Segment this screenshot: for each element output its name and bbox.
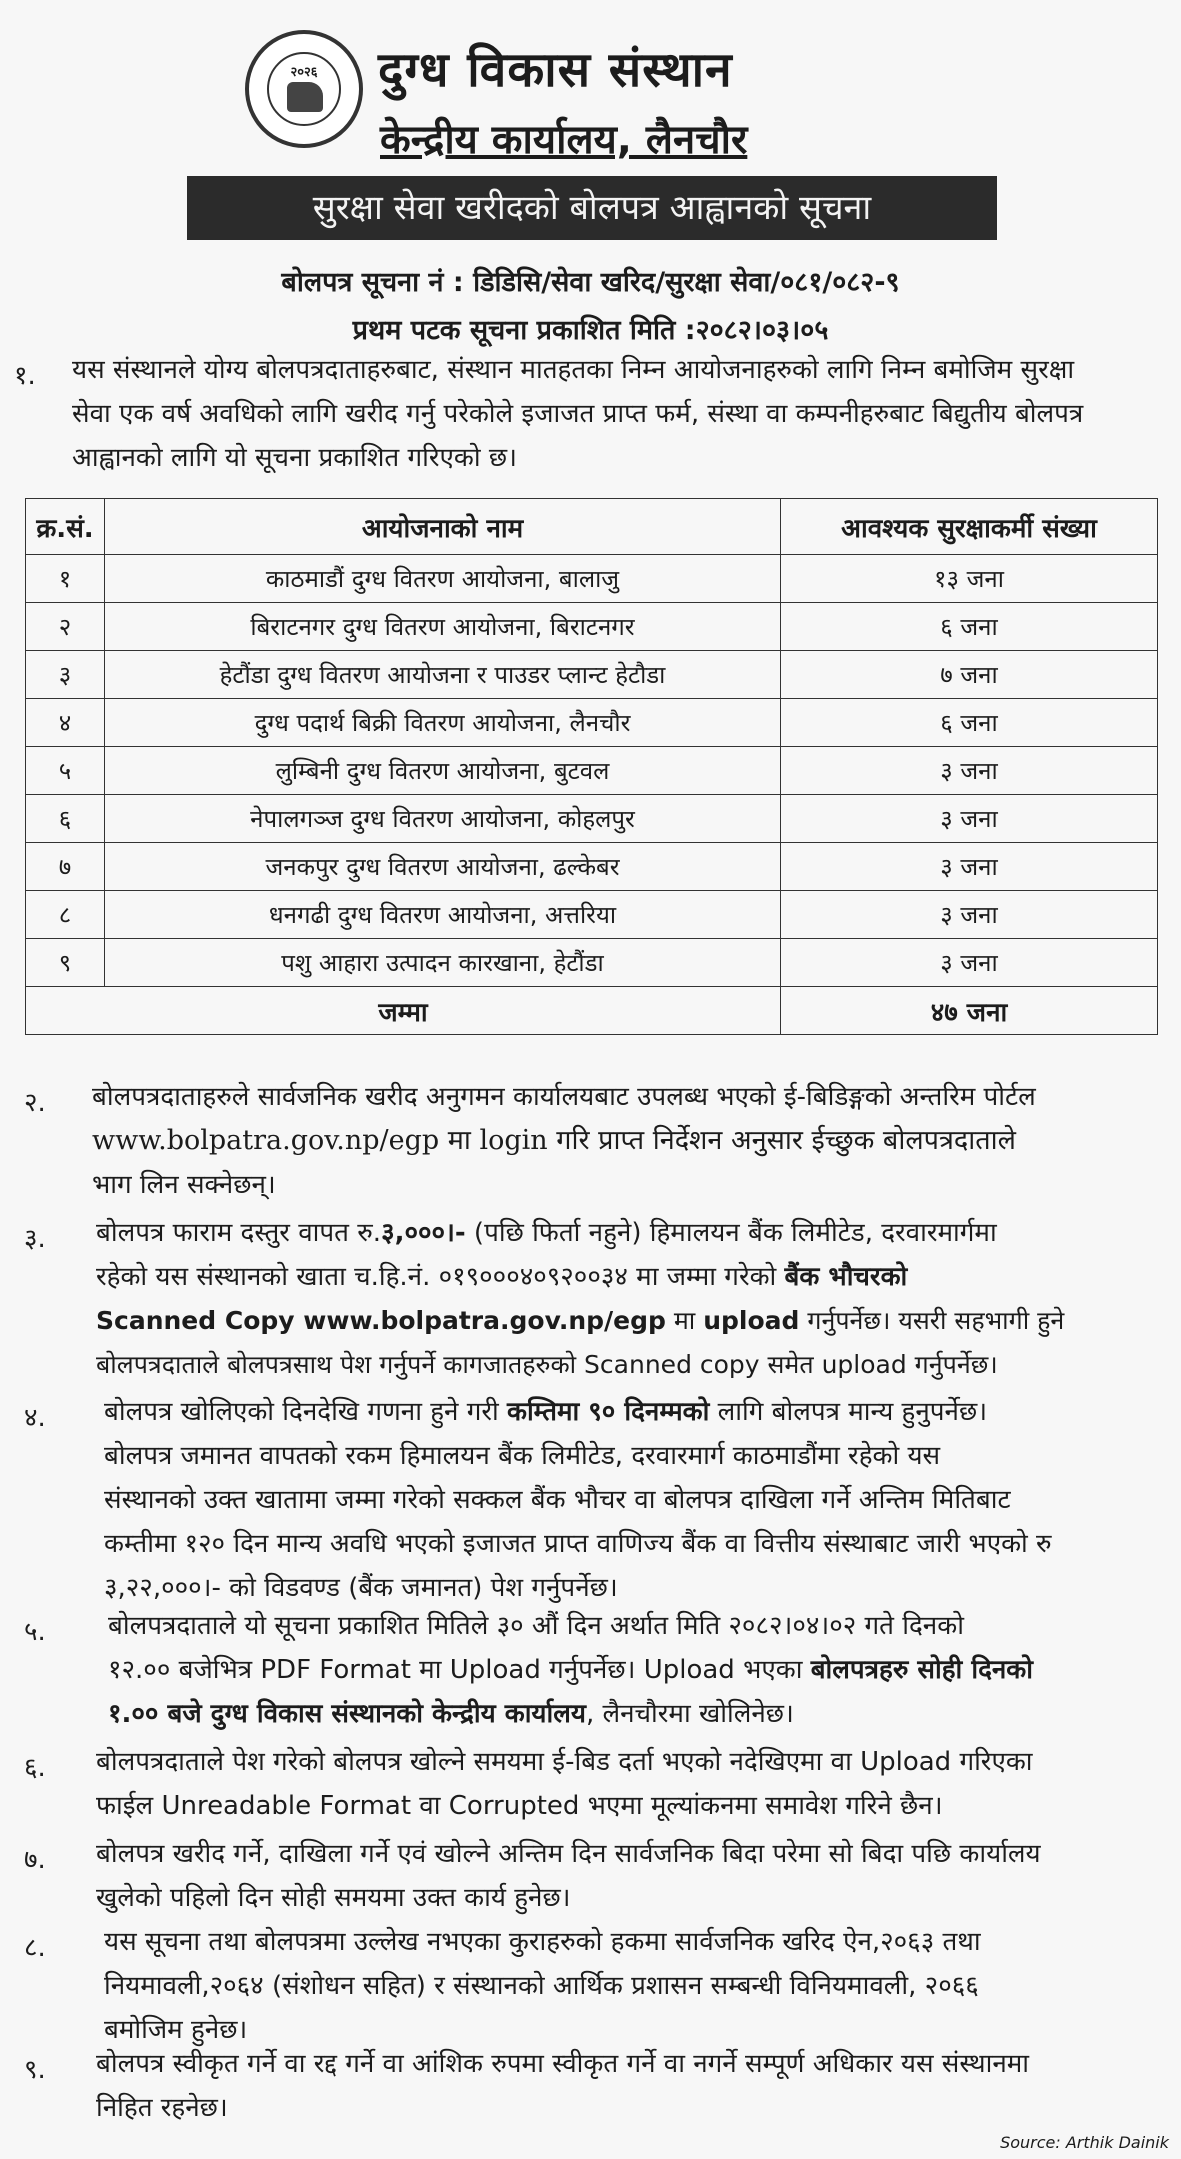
table-row <box>26 603 1158 651</box>
cell-count: ६ जना <box>781 699 1158 747</box>
source-credit: Source: Arthik Dainik <box>1000 2133 1169 2152</box>
table-row <box>26 891 1158 939</box>
paragraph-line: खुलेको पहिलो दिन सोही समयमा उक्त कार्य हुनेछ। <box>96 1883 571 1913</box>
paragraph-line: फाईल Unreadable Format वा Corrupted भएमा मूल्यांकनमा समावेश गरिने छैन। <box>96 1791 943 1821</box>
paragraph-text: बोलपत्र फाराम दस्तुर वापत रु. <box>96 1218 382 1248</box>
paragraph-bold-text: बोलपत्रहरु सोही दिनको <box>810 1655 1034 1685</box>
paragraph-line: यस संस्थानले योग्य बोलपत्रदाताहरुबाट, संस्थान मातहतका निम्न आयोजनाहरुको लागि निम्न बमोजिम सुरक्षा <box>72 355 1075 385</box>
paragraph-4 <box>104 1390 1052 1610</box>
paragraph-3 <box>96 1211 1064 1387</box>
cell-project: पशु आहारा उत्पादन कारखाना, हेटौंडा <box>105 939 781 987</box>
egp-link-text: Scanned Copy www.bolpatra.gov.np/egp <box>96 1306 666 1335</box>
paragraph-line: कम्तीमा १२० दिन मान्य अवधि भएको इजाजत प्राप्त वाणिज्य बैंक वा वित्तीय संस्थाबाट जारी भएको रु <box>104 1529 1052 1559</box>
cell-project: जनकपुर दुग्ध वितरण आयोजना, ढल्केबर <box>105 843 781 891</box>
cell-count: ६ जना <box>781 603 1158 651</box>
paragraph-line: ३,२२,०००।- को विडवण्ड (बैंक जमानत) पेश गर्नुपर्नेछ। <box>104 1573 618 1603</box>
total-value: ४७ जना <box>781 987 1158 1035</box>
paragraph-text: मा <box>665 1306 704 1335</box>
cell-sn: २ <box>26 603 105 651</box>
table-row <box>26 939 1158 987</box>
paragraph-line: बोलपत्र स्वीकृत गर्ने वा रद्द गर्ने वा आंशिक रुपमा स्वीकृत गर्ने वा नगर्ने सम्पूर्ण अधिकार यस संस्थानमा <box>96 2049 1030 2079</box>
paragraph-line: बोलपत्रदाताले बोलपत्रसाथ पेश गर्नुपर्ने कागजातहरुको Scanned copy समेत upload गर्नुपर्नेछ। <box>96 1350 998 1379</box>
paragraph-text: गर्नुपर्नेछ। यसरी सहभागी हुने <box>799 1306 1065 1335</box>
table-row <box>26 699 1158 747</box>
paragraph-text: लागि बोलपत्र मान्य हुनुपर्नेछ। <box>709 1397 988 1427</box>
item-number: ९. <box>24 2055 46 2085</box>
paragraph-5 <box>108 1604 1033 1736</box>
opening-time-location: १.०० बजे दुग्ध विकास संस्थानको केन्द्रीय कार्यालय <box>108 1699 586 1729</box>
paragraph-line: नियमावली,२०६४ (संशोधन सहित) र संस्थानको आर्थिक प्रशासन सम्बन्धी विनियमावली, २०६६ <box>104 1971 979 2001</box>
logo-year: २०२६ <box>290 65 318 80</box>
cell-sn: ९ <box>26 939 105 987</box>
column-header-count: आवश्यक सुरक्षाकर्मी संख्या <box>781 499 1158 555</box>
publication-date: प्रथम पटक सूचना प्रकाशित मिति :२०८२।०३।०५ <box>352 315 829 346</box>
cell-count: ३ जना <box>781 747 1158 795</box>
office-name: केन्द्रीय कार्यालय, लैनचौर <box>380 117 748 163</box>
paragraph-line: आह्वानको लागि यो सूचना प्रकाशित गरिएको छ। <box>72 443 517 473</box>
paragraph-line: बोलपत्र खरीद गर्ने, दाखिला गर्ने एवं खोल्ने अन्तिम दिन सार्वजनिक बिदा परेमा सो बिदा पछि कार्यालय <box>96 1839 1041 1869</box>
table-row <box>26 747 1158 795</box>
cell-count: ३ जना <box>781 795 1158 843</box>
item-number: ३. <box>24 1224 46 1254</box>
table-row <box>26 795 1158 843</box>
security-staff-table <box>25 498 1158 1035</box>
cell-sn: ७ <box>26 843 105 891</box>
cell-count: ३ जना <box>781 939 1158 987</box>
item-number: ६. <box>24 1753 46 1783</box>
cell-sn: ५ <box>26 747 105 795</box>
cell-sn: ६ <box>26 795 105 843</box>
paragraph-6 <box>96 1740 1033 1828</box>
total-label: जम्मा <box>26 987 781 1035</box>
notice-number: बोलपत्र सूचना नं : डिडिसि/सेवा खरिद/सुरक्षा सेवा/०८१/०८२-९ <box>281 267 900 298</box>
paragraph-text: , लैनचौरमा खोलिनेछ। <box>585 1699 794 1729</box>
cell-sn: ४ <box>26 699 105 747</box>
logo-emblem-icon <box>287 82 323 112</box>
paragraph-text: (पछि फिर्ता नहुने) हिमालयन बैंक लिमीटेड, दरवारमार्गमा <box>465 1218 997 1248</box>
paragraph-line: संस्थानको उक्त खातामा जम्मा गरेको सक्कल बैंक भौचर वा बोलपत्र दाखिला गर्ने अन्तिम मितिबाट <box>104 1485 1011 1515</box>
validity-days: कम्तिमा ९० दिनम्मको <box>506 1397 710 1427</box>
column-header-sn: क्र.सं. <box>26 499 105 555</box>
item-number: ८. <box>24 1933 46 1963</box>
paragraph-line: बोलपत्रदाताहरुले सार्वजनिक खरीद अनुगमन कार्यालयबाट उपलब्ध भएको ई-बिडिङ्गको अन्तरिम पोर्टल <box>92 1082 1036 1112</box>
cell-project: नेपालगञ्ज दुग्ध वितरण आयोजना, कोहलपुर <box>105 795 781 843</box>
table-row <box>26 555 1158 603</box>
paragraph-text: बोलपत्र खोलिएको दिनदेखि गणना हुने गरी <box>104 1397 507 1427</box>
organization-name: दुग्ध विकास संस्थान <box>378 42 733 98</box>
paragraph-line: बमोजिम हुनेछ। <box>104 2015 248 2045</box>
item-number: १. <box>14 361 36 391</box>
cell-count: ७ जना <box>781 651 1158 699</box>
paragraph-2 <box>92 1075 1036 1207</box>
cell-sn: ८ <box>26 891 105 939</box>
paragraph-line: बोलपत्रदाताले पेश गरेको बोलपत्र खोल्ने समयमा ई-बिड दर्ता भएको नदेखिएमा वा Upload गरिएका <box>96 1747 1033 1777</box>
notice-title-banner: सुरक्षा सेवा खरीदको बोलपत्र आह्वानको सूचना <box>187 176 997 240</box>
column-header-project: आयोजनाको नाम <box>105 499 781 555</box>
paragraph-text: १२.०० बजेभित्र PDF Format मा Upload गर्नुपर्नेछ। Upload भएका <box>108 1655 811 1685</box>
paragraph-line: बोलपत्र जमानत वापतको रकम हिमालयन बैंक लिमीटेड, दरवारमार्ग काठमाडौंमा रहेको यस <box>104 1441 941 1471</box>
table-total-row <box>26 987 1158 1035</box>
table-row <box>26 843 1158 891</box>
item-number: ४. <box>24 1403 46 1433</box>
paragraph-text: रहेको यस संस्थानको खाता च.हि.नं. ०१९०००४०९२००३४ मा जम्मा गरेको <box>96 1262 785 1292</box>
fee-amount: ३,०००।- <box>381 1218 466 1248</box>
paragraph-line: भाग लिन सक्नेछन्। <box>92 1170 276 1200</box>
paragraph-bold-text: बैंक भौचरको <box>784 1262 908 1292</box>
cell-project: काठमाडौं दुग्ध वितरण आयोजना, बालाजु <box>105 555 781 603</box>
table-row <box>26 651 1158 699</box>
paragraph-line: सेवा एक वर्ष अवधिको लागि खरीद गर्नु परेकोले इजाजत प्राप्त फर्म, संस्था वा कम्पनीहरुबाट बिद्युतीय बोलपत्र <box>72 399 1084 429</box>
item-number: २. <box>24 1088 46 1118</box>
cell-project: हेटौंडा दुग्ध वितरण आयोजना र पाउडर प्लान्ट हेटौडा <box>105 651 781 699</box>
paragraph-bold-text: upload <box>703 1306 800 1335</box>
paragraph-9 <box>96 2042 1029 2130</box>
paragraph-7 <box>96 1832 1041 1920</box>
paragraph-1 <box>72 348 1083 480</box>
cell-count: १३ जना <box>781 555 1158 603</box>
organization-logo <box>245 30 363 148</box>
cell-count: ३ जना <box>781 891 1158 939</box>
paragraph-line: यस सूचना तथा बोलपत्रमा उल्लेख नभएका कुराहरुको हकमा सार्वजनिक खरिद ऐन,२०६३ तथा <box>104 1927 981 1957</box>
paragraph-line: बोलपत्रदाताले यो सूचना प्रकाशित मितिले ३० औं दिन अर्थात मिति २०८२।०४।०२ गते दिनको <box>108 1611 964 1641</box>
cell-project: दुग्ध पदार्थ बिक्री वितरण आयोजना, लैनचौर <box>105 699 781 747</box>
cell-project: धनगढी दुग्ध वितरण आयोजना, अत्तरिया <box>105 891 781 939</box>
item-number: ७. <box>24 1845 46 1875</box>
cell-project: बिराटनगर दुग्ध वितरण आयोजना, बिराटनगर <box>105 603 781 651</box>
cell-sn: ३ <box>26 651 105 699</box>
paragraph-line: निहित रहनेछ। <box>96 2093 228 2123</box>
table-header-row <box>26 499 1158 555</box>
item-number: ५. <box>24 1617 46 1647</box>
cell-sn: १ <box>26 555 105 603</box>
paragraph-line: www.bolpatra.gov.np/egp मा login गरि प्राप्त निर्देशन अनुसार ईच्छुक बोलपत्रदाताले <box>92 1125 1016 1156</box>
cell-project: लुम्बिनी दुग्ध वितरण आयोजना, बुटवल <box>105 747 781 795</box>
cell-count: ३ जना <box>781 843 1158 891</box>
paragraph-8 <box>104 1920 981 2052</box>
